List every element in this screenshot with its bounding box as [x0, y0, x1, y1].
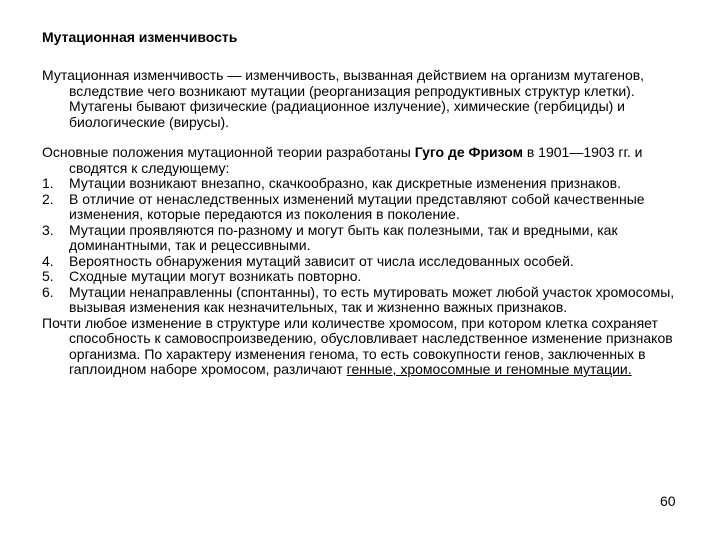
slide-body: [42, 68, 682, 378]
list-item-number: 4.: [42, 252, 54, 269]
list-item: [42, 223, 682, 254]
mutation-types-underlined: генные, хромосомные и геномные мутации.: [346, 361, 632, 377]
mutation-types-text: Почти любое изменение в структуре или количестве хромосом, при котором клетка сохраняет способность к самовоспроизведению, обусловливает наследственное изменение признаков организма. По характеру изменения генома, то есть совокупности генов, заключенных в гаплоидном наборе хромосом, различают: [42, 314, 673, 377]
list-item-number: 1.: [42, 175, 54, 191]
mutation-types-paragraph: [42, 316, 682, 378]
list-item: [42, 285, 682, 316]
list-item: [42, 192, 682, 223]
list-item-number: 5.: [42, 268, 54, 284]
theory-intro-paragraph: [42, 145, 682, 176]
list-item-text: Мутации проявляются по-разному и могут быть как полезными, так и вредными, как доминантными, так и рецессивными.: [69, 221, 618, 253]
definition-paragraph: Мутационная изменчивость — изменчивость, вызванная действием на организм мутагенов, вследствие чего возникают мутации (реорганизация репродуктивных структур клетки). Мутагены бывают физические (радиационное излучение), химические (гербициды) и биологические (вирусы).: [42, 67, 645, 130]
page-title: Мутационная изменчивость: [42, 29, 238, 45]
page-number: 60: [660, 493, 676, 509]
list-item-text: Мутации возникают внезапно, скачкообразно, как дискретные изменения признаков.: [69, 175, 621, 191]
list-item: [42, 254, 682, 270]
scientist-name: Гуго де Фризом: [414, 144, 523, 160]
list-item-text: Вероятность обнаружения мутаций зависит от числа исследованных особей.: [69, 252, 574, 269]
list-item-text: Мутации ненаправленны (спонтанны), то есть мутировать может любой участок хромосомы, вызывая изменения как незначительных, так и жизненно важных признаков.: [69, 283, 675, 315]
list-item-text: Сходные мутации могут возникать повторно.: [69, 268, 362, 284]
list-item-number: 2.: [42, 190, 54, 207]
list-item-number: 6.: [42, 283, 54, 300]
theory-intro-text: Основные положения мутационной теории разработаны: [42, 144, 415, 160]
list-item: [42, 176, 682, 192]
theory-intro-text-end: в 1901—1903 гг. и сводятся к следующему:: [69, 144, 643, 176]
list-item: [42, 269, 682, 285]
theory-points-list: [42, 176, 682, 316]
list-item-number: 3.: [42, 221, 54, 238]
list-item-text: В отличие от ненаследственных изменений мутации представляют собой качественные изменения, которые передаются из поколения в поколение.: [69, 190, 645, 222]
